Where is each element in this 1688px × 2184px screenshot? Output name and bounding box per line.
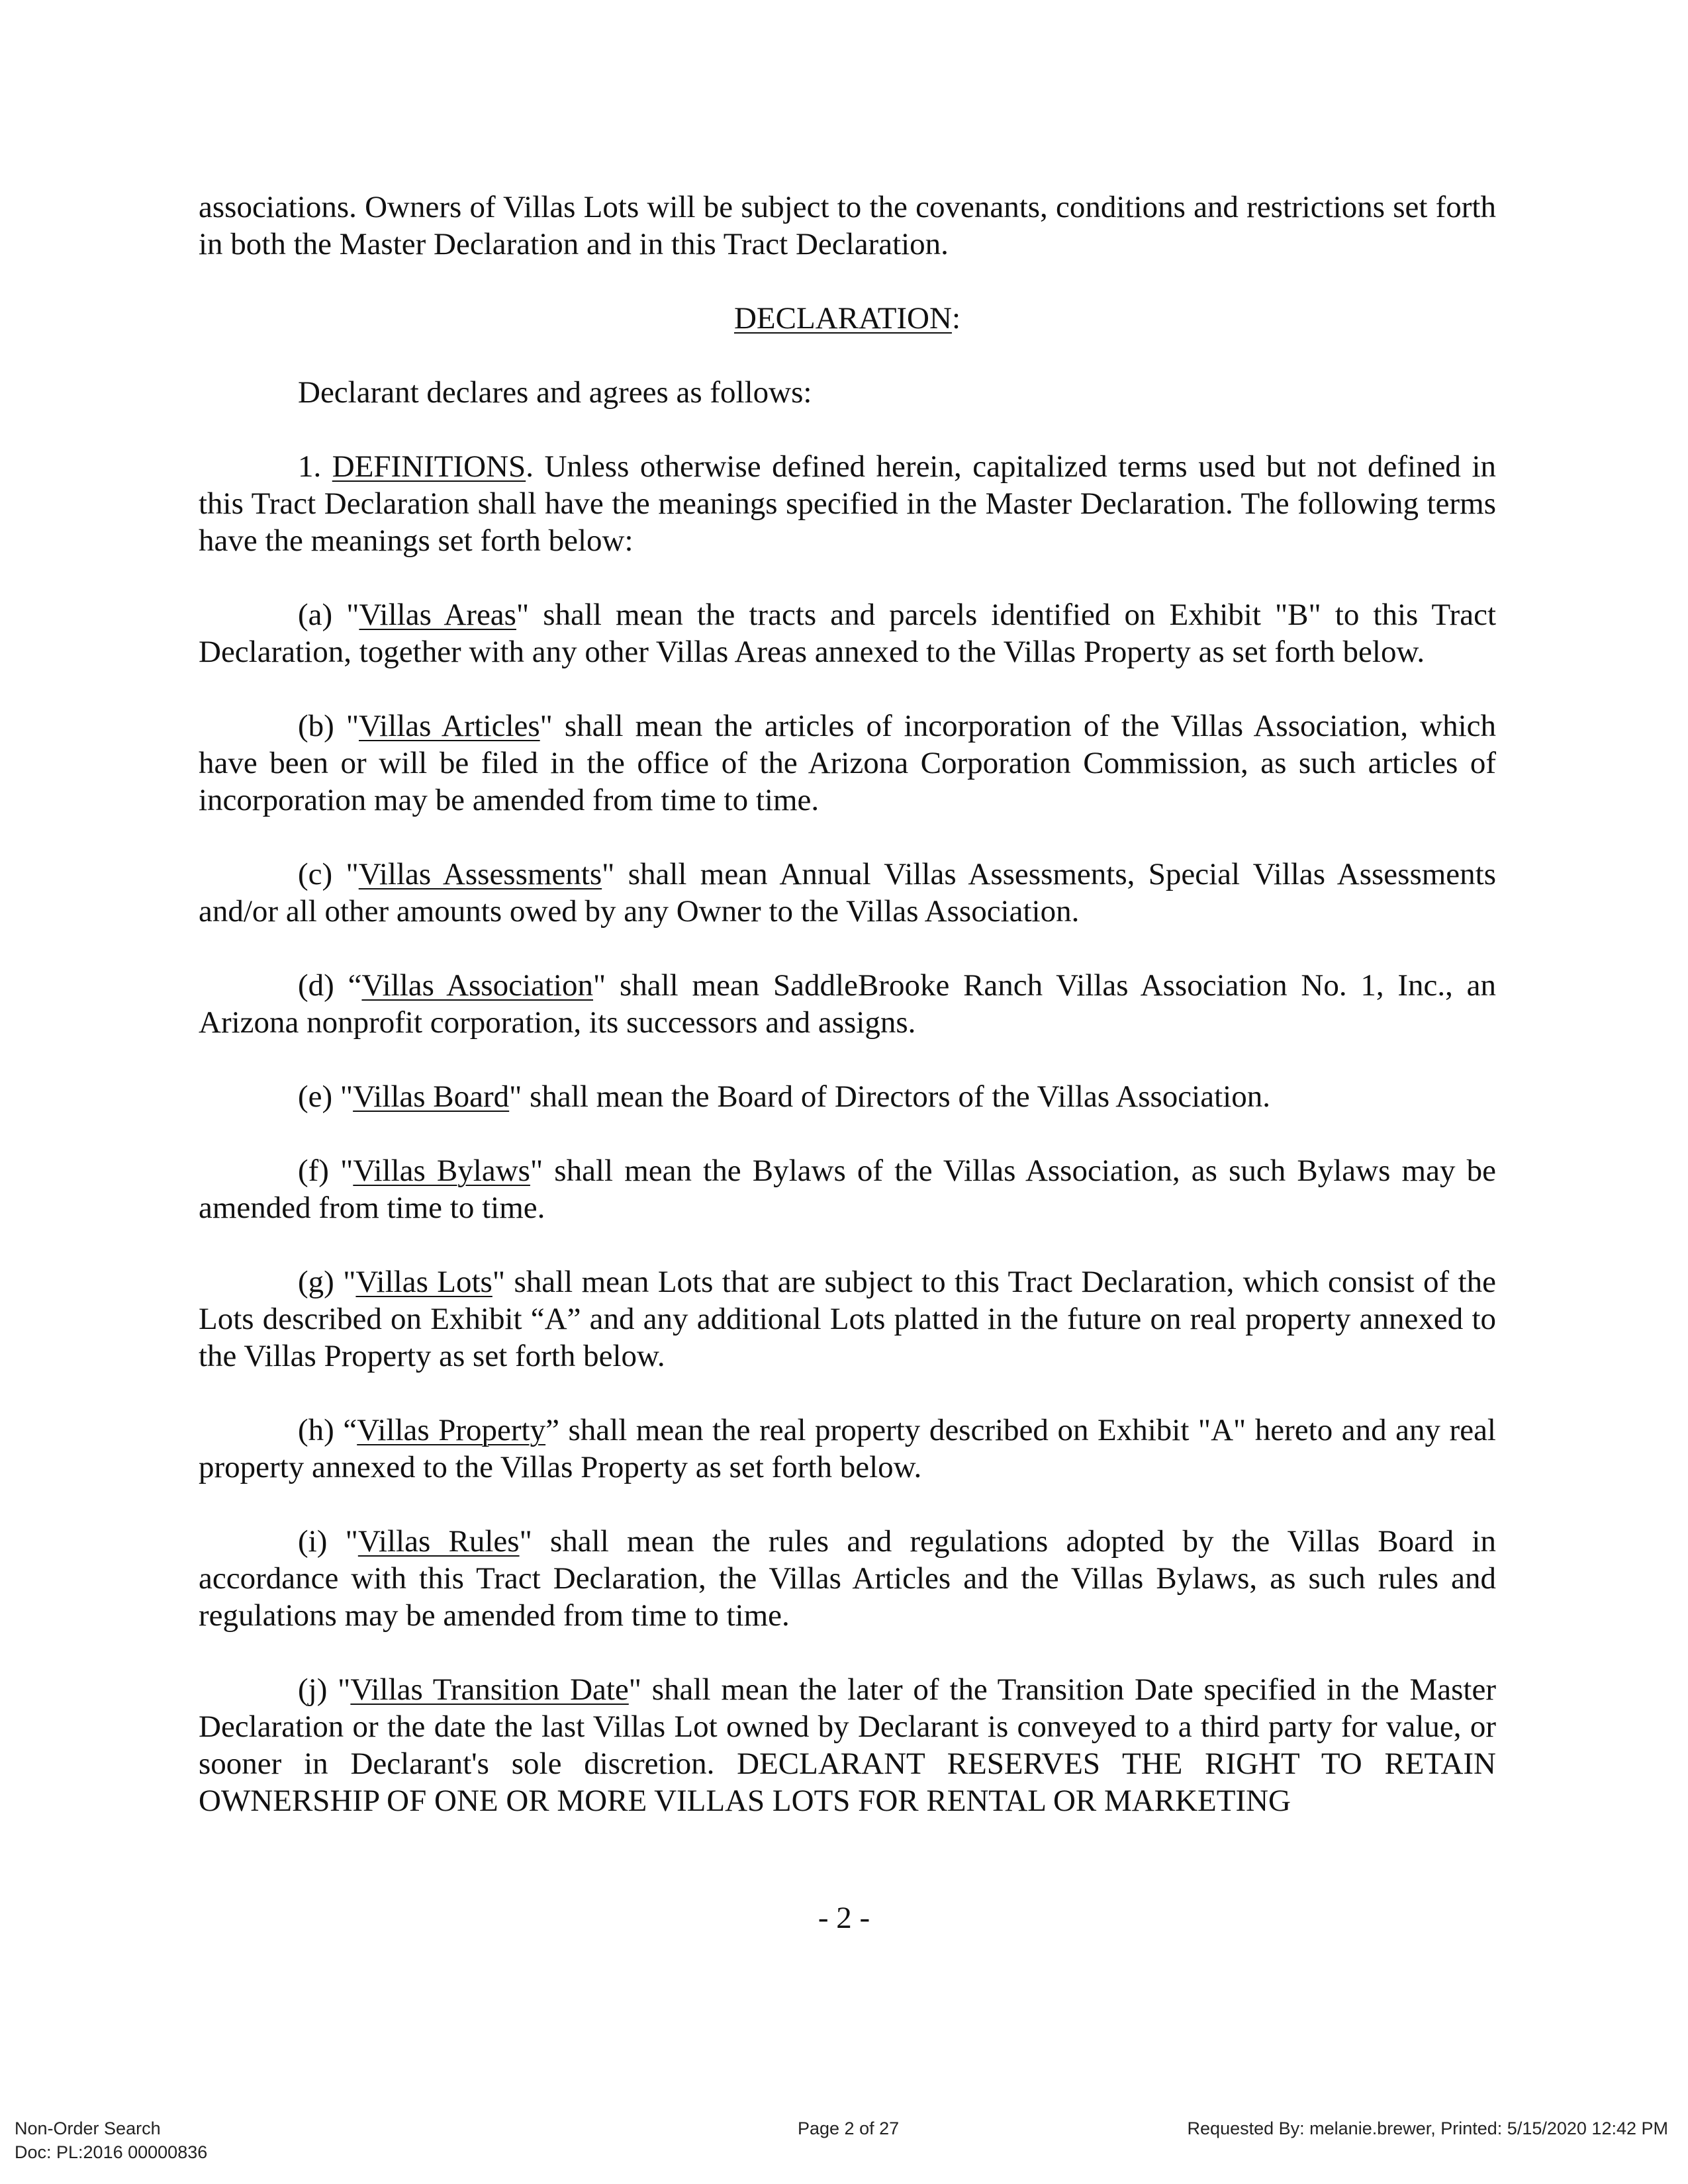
definition-term: Villas Areas bbox=[359, 598, 516, 632]
definition-label: (j) bbox=[298, 1672, 328, 1707]
definition-label: (d) bbox=[298, 968, 334, 1003]
definition-text: " shall mean Lots that are subject to this Tract Declaration, which consist of the Lots described on Exhibit “A” and any additional Lots platted in the future on real property annexed to the Villas Property as set forth below. bbox=[199, 1265, 1496, 1373]
definition-text: " shall mean the articles of incorporation of the Villas Association, which have been or will be filed in the office of the Arizona Corporation Commission, as such articles of incorporation may be amended from time to time. bbox=[199, 709, 1496, 817]
definition-label: (h) bbox=[298, 1413, 334, 1447]
definition-label: (b) bbox=[298, 709, 334, 743]
definition-label: (c) bbox=[298, 857, 333, 891]
definition-text: " shall mean the rules and regulations adopted by the Villas Board in accordance with this Tract Declaration, the Villas Articles and the Villas Bylaws, as such rules and regulations may be amended from time to time. bbox=[199, 1524, 1496, 1633]
document-body bbox=[199, 189, 1496, 1819]
definition-term: Villas Bylaws bbox=[353, 1154, 530, 1188]
definition-text: " shall mean the tracts and parcels identified on Exhibit "B" to this Tract Declaration, together with any other Villas Areas annexed to the Villas Property as set forth below. bbox=[199, 598, 1496, 669]
definition-term: Villas Board bbox=[353, 1079, 510, 1114]
definition-term: Villas Transition Date bbox=[350, 1672, 629, 1707]
definition-label: (g) bbox=[298, 1265, 334, 1299]
definition-term: Villas Property bbox=[357, 1413, 546, 1447]
footer-left bbox=[15, 2116, 207, 2164]
definition-villas-articles: (b) "Villas Articles" shall mean the articles of incorporation of the Villas Association, which have been or will be filed in the office of the Arizona Corporation Commission, as such articles of incorporation may be amended from time to time. bbox=[199, 709, 1496, 817]
definition-text: ” shall mean the real property described on Exhibit "A" hereto and any real property annexed to the Villas Property as set forth below. bbox=[199, 1413, 1496, 1484]
footer-doc-id: Doc: PL:2016 00000836 bbox=[15, 2142, 208, 2162]
definitions-text: . Unless otherwise defined herein, capitalized terms used but not defined in this Tract Declaration shall have the meanings specified in the Master Declaration. The following terms have the meanings set forth below: bbox=[199, 449, 1496, 558]
definitions-paragraph bbox=[199, 448, 1496, 559]
definition-label: (i) bbox=[298, 1524, 328, 1559]
definition-villas-bylaws: (f) "Villas Bylaws" shall mean the Bylaws of the Villas Association, as such Bylaws may be amended from time to time. bbox=[199, 1154, 1496, 1225]
definition-text: " shall mean Annual Villas Assessments, Special Villas Assessments and/or all other amounts owed by any Owner to the Villas Association. bbox=[199, 857, 1497, 929]
definition-label: (a) bbox=[298, 598, 333, 632]
definition-villas-assessments: (c) "Villas Assessments" shall mean Annual Villas Assessments, Special Villas Assessments and/or all other amounts owed by any Owner to the Villas Association. bbox=[199, 857, 1497, 929]
page-number: - 2 - bbox=[818, 1901, 870, 1935]
declaration-statement: Declarant declares and agrees as follows: bbox=[298, 375, 812, 410]
definition-term: Villas Lots bbox=[355, 1265, 492, 1299]
definitions-number: 1. bbox=[298, 449, 322, 484]
definition-villas-transition-date: (j) "Villas Transition Date" shall mean the later of the Transition Date specified in the Master Declaration or the date the last Villas Lot owned by Declarant is conveyed to a third party for value, or sooner in Declarant's sole discretion. DECLARANT RESERVES THE RIGHT TO RETAIN OWNERSHIP OF ONE OR MORE VILLAS LOTS FOR RENTAL OR MARKETING bbox=[199, 1672, 1497, 1818]
definition-villas-association: (d) “Villas Association" shall mean SaddleBrooke Ranch Villas Association No. 1, Inc., an Arizona nonprofit corporation, its successors and assigns. bbox=[199, 968, 1496, 1040]
definition-term: Villas Assessments bbox=[358, 857, 602, 891]
declaration-heading-text: DECLARATION bbox=[733, 301, 952, 336]
definition-villas-board: (e) "Villas Board" shall mean the Board of Directors of the Villas Association. bbox=[298, 1079, 1270, 1114]
definition-label: (f) bbox=[298, 1154, 329, 1188]
definition-villas-areas: (a) "Villas Areas" shall mean the tracts and parcels identified on Exhibit "B" to this Tract Declaration, together with any other Villas Areas annexed to the Villas Property as set forth below. bbox=[199, 598, 1496, 669]
definition-text: " shall mean SaddleBrooke Ranch Villas Association No. 1, Inc., an Arizona nonprofit corporation, its successors and assigns. bbox=[199, 968, 1496, 1040]
definitions-title: DEFINITIONS bbox=[332, 449, 526, 484]
footer-requested-by: Requested By: melanie.brewer, Printed: 5/15/2020 12:42 PM bbox=[1187, 2118, 1668, 2138]
definition-text: " shall mean the Board of Directors of the Villas Association. bbox=[509, 1079, 1270, 1114]
declaration-heading-colon: : bbox=[951, 301, 961, 336]
intro-paragraph: associations. Owners of Villas Lots will be subject to the covenants, conditions and restrictions set forth in both the Master Declaration and in this Tract Declaration. bbox=[199, 190, 1496, 261]
definition-villas-rules: (i) "Villas Rules" shall mean the rules and regulations adopted by the Villas Board in accordance with this Tract Declaration, the Villas Articles and the Villas Bylaws, as such rules and regulations may be amended from time to time. bbox=[199, 1524, 1496, 1633]
definition-term: Villas Association bbox=[361, 968, 593, 1003]
definition-term: Villas Rules bbox=[357, 1524, 520, 1559]
definition-text: " shall mean the Bylaws of the Villas Association, as such Bylaws may be amended from time to time. bbox=[199, 1154, 1496, 1225]
definition-text: " shall mean the later of the Transition Date specified in the Master Declaration or the date the last Villas Lot owned by Declarant is conveyed to a third party for value, or sooner in Declarant's sole discretion. DECLARANT RESERVES THE RIGHT TO RETAIN OWNERSHIP OF ONE OR MORE VILLAS LOTS FOR RENTAL OR MARKETING bbox=[199, 1672, 1497, 1818]
footer-search-type: Non-Order Search bbox=[15, 2118, 161, 2138]
declaration-heading bbox=[199, 300, 1496, 337]
footer-page-count: Page 2 of 27 bbox=[798, 2118, 900, 2138]
definition-term: Villas Articles bbox=[359, 709, 540, 743]
definition-label: (e) bbox=[298, 1079, 333, 1114]
definition-villas-property: (h) “Villas Property” shall mean the real property described on Exhibit "A" hereto and any real property annexed to the Villas Property as set forth below. bbox=[199, 1413, 1496, 1484]
definition-villas-lots: (g) "Villas Lots" shall mean Lots that are subject to this Tract Declaration, which consist of the Lots described on Exhibit “A” and any additional Lots platted in the future on real property annexed to the Villas Property as set forth below. bbox=[199, 1265, 1496, 1373]
